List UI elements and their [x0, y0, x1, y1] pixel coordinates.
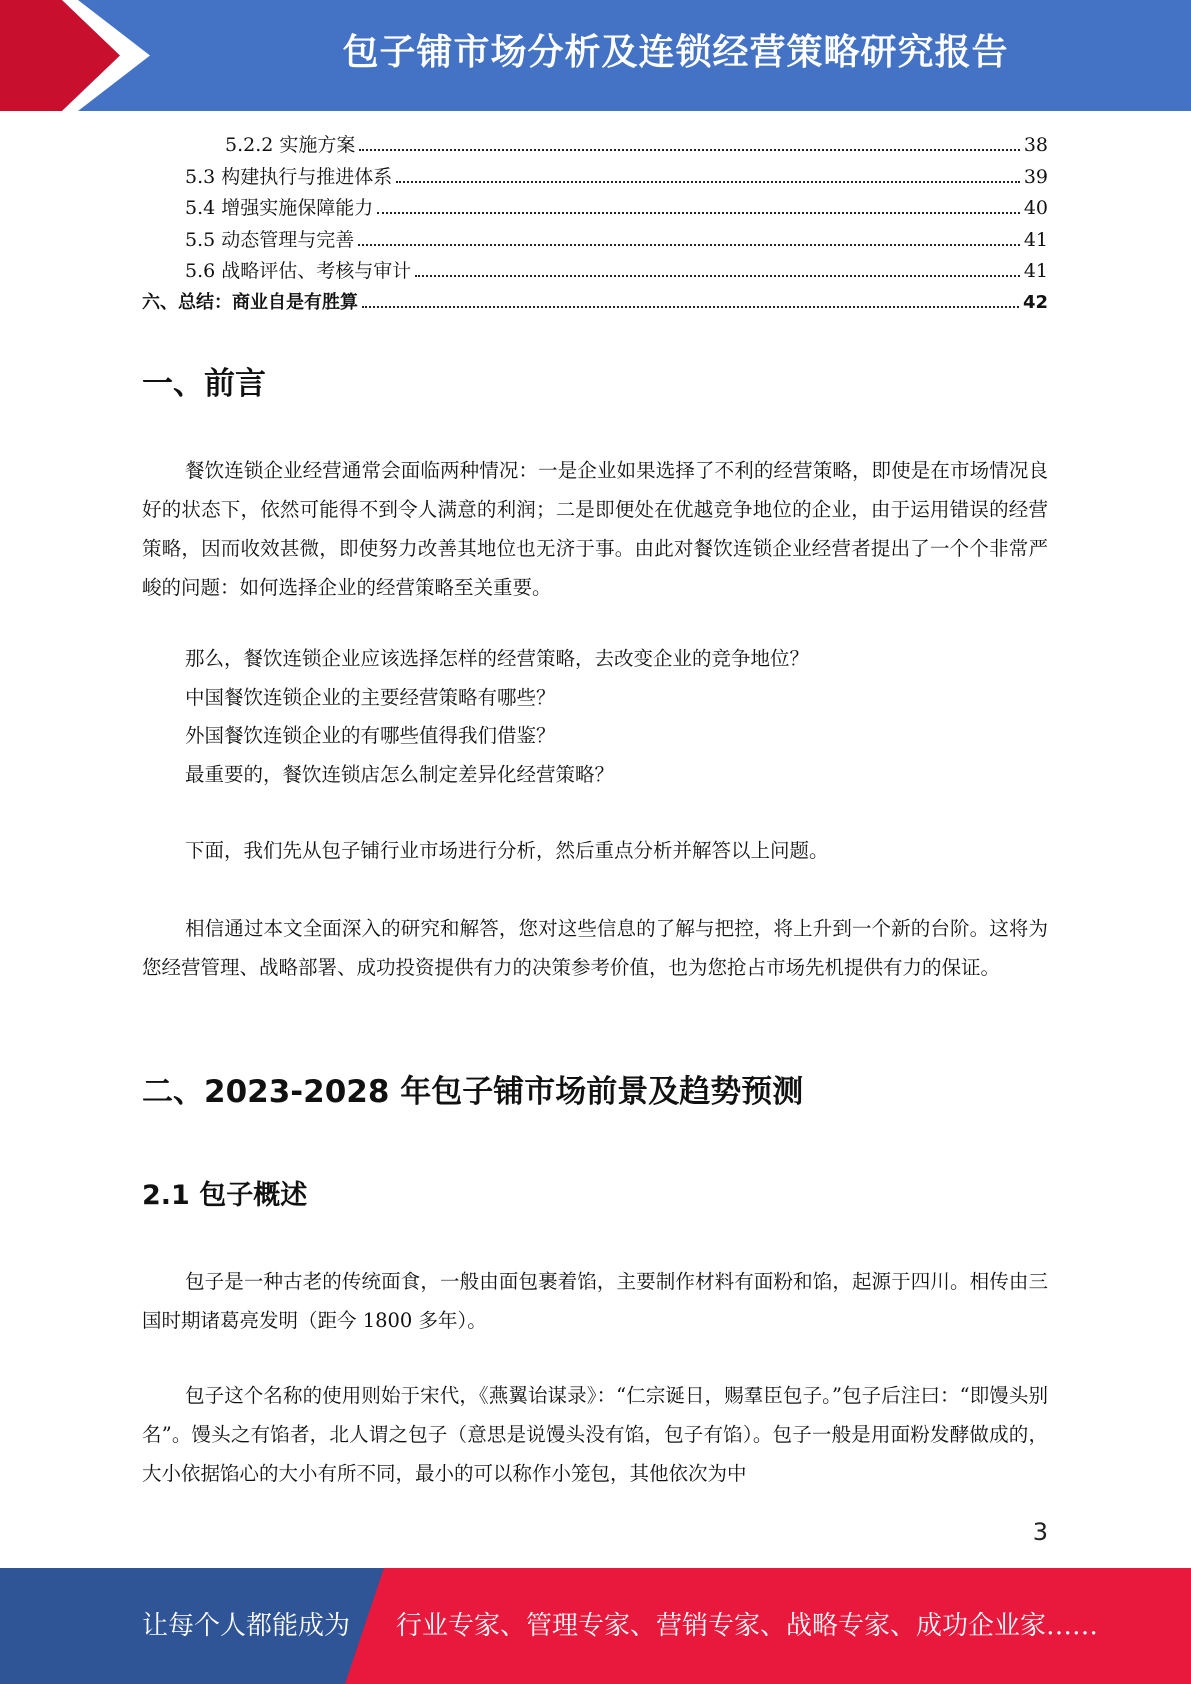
question-item: 外国餐饮连锁企业的有哪些值得我们借鉴？ [185, 724, 556, 747]
section-heading-market-forecast: 二、2023-2028 年包子铺市场前景及趋势预测 [142, 1074, 804, 1110]
question-list [142, 640, 1048, 794]
toc-label: 六、总结：商业自是有胜算 [142, 291, 358, 313]
toc-page: 41 [1023, 260, 1048, 282]
toc-label: 5.3 构建执行与推进体系 [185, 165, 393, 188]
question-item: 最重要的，餐饮连锁店怎么制定差异化经营策略？ [185, 762, 615, 786]
toc-leader-dots [359, 149, 1019, 151]
toc-label: 5.2.2 实施方案 [225, 134, 356, 156]
paragraph: 包子是一种古老的传统面食，一般由面包裹着馅，主要制作材料有面粉和馅，起源于四川。相传由三国时期诸葛亮发明（距今 1800 多年）。 [142, 1270, 1048, 1332]
footer-slogan-right: 行业专家、管理专家、营销专家、战略专家、成功企业家…… [396, 1611, 1099, 1641]
table-of-contents [142, 130, 1048, 319]
toc-label: 5.4 增强实施保障能力 [185, 197, 374, 219]
toc-leader-dots [415, 275, 1020, 277]
toc-leader-dots [396, 181, 1020, 183]
section-heading-preface: 一、前言 [142, 366, 266, 402]
toc-page: 42 [1022, 291, 1048, 313]
report-title: 包子铺市场分析及连锁经营策略研究报告 [342, 32, 1009, 73]
paragraph: 相信通过本文全面深入的研究和解答，您对这些信息的了解与把控，将上升到一个新的台阶。这将为您经营管理、战略部署、成功投资提供有力的决策参考价值，也为您抢占市场先机提供有力的保证。 [142, 917, 1048, 979]
toc-page: 40 [1023, 197, 1048, 219]
page-number: 3 [1032, 1518, 1048, 1546]
page-header [0, 0, 1191, 111]
subsection-heading: 2.1 包子概述 [142, 1180, 308, 1211]
toc-label: 5.6 战略评估、考核与审计 [185, 260, 412, 282]
footer-slogan-left: 让每个人都能成为 [142, 1611, 351, 1641]
toc-entry[interactable] [142, 256, 1048, 288]
toc-entry[interactable] [142, 288, 1048, 320]
toc-label: 5.5 动态管理与完善 [185, 228, 355, 251]
paragraph: 餐饮连锁企业经营通常会面临两种情况：一是企业如果选择了不利的经营策略，即使是在市场情况良好的状态下，依然可能得不到令人满意的利润；二是即便处在优越竞争地位的企业，由于运用错误的经营策略，因而收效甚微，即使努力改善其地位也无济于事。由此对餐饮连锁企业经营者提出了一个个非常严峻的问题：如何选择企业的经营策略至关重要。 [142, 459, 1048, 599]
toc-page: 38 [1023, 134, 1048, 156]
toc-leader-dots [377, 212, 1020, 214]
toc-page: 41 [1023, 228, 1048, 251]
toc-entry[interactable] [142, 130, 1048, 162]
question-item: 中国餐饮连锁企业的主要经营策略有哪些？ [185, 685, 556, 709]
toc-entry[interactable] [142, 193, 1048, 225]
toc-entry[interactable] [142, 225, 1048, 257]
question-item: 那么，餐饮连锁企业应该选择怎样的经营策略，去改变企业的竞争地位？ [185, 647, 810, 670]
page-footer [0, 1568, 1191, 1684]
toc-leader-dots [358, 244, 1020, 246]
toc-entry[interactable] [142, 162, 1048, 194]
paragraph: 下面，我们先从包子铺行业市场进行分析，然后重点分析并解答以上问题。 [185, 839, 829, 862]
paragraph: 包子这个名称的使用则始于宋代，《燕翼诒谋录》：“仁宗诞日，赐羣臣包子。”包子后注曰：“即馒头别名”。馒头之有馅者，北人谓之包子（意思是说馒头没有馅，包子有馅）。包子一般是用面粉发酵做成的，大小依据馅心的大小有所不同，最小的可以称作小笼包，其他依次为中 [142, 1384, 1048, 1485]
toc-leader-dots [362, 306, 1019, 308]
toc-page: 39 [1023, 165, 1048, 188]
